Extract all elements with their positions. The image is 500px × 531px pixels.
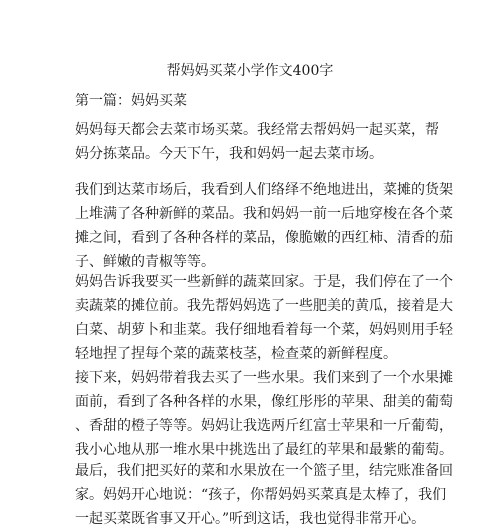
paragraph-line: 上堆满了各种新鲜的菜品。我和妈妈一前一后地穿梭在各个菜	[75, 206, 453, 222]
paragraph-line: 我们到达菜市场后，我看到人们络绎不绝地进出，菜摊的货架	[75, 182, 453, 198]
chapter-heading: 第一篇：妈妈买菜	[75, 93, 187, 109]
paragraph-2	[75, 178, 453, 274]
paragraph-line: 轻地捏了捏每个菜的蔬菜枝茎，检查菜的新鲜程度。	[75, 346, 397, 362]
paragraph-line: 摊之间，看到了各种各样的菜品，像脆嫩的西红柿、清香的茄	[75, 230, 453, 246]
paragraph-line: 卖蔬菜的摊位前。我先帮妈妈选了一些肥美的黄瓜，接着是大	[75, 298, 453, 314]
paragraph-1	[75, 118, 439, 166]
paragraph-line: 、香甜的橙子等等。妈妈让我选两斤红富士苹果和一斤葡萄，	[75, 418, 453, 434]
paragraph-4	[75, 366, 453, 462]
paragraph-3	[75, 270, 453, 366]
paragraph-line: 白菜、胡萝卜和韭菜。我仔细地看着每一个菜，妈妈则用手轻	[75, 322, 453, 338]
paragraph-line: 我小心地从那一堆水果中挑选出了最红的苹果和最紫的葡萄。	[75, 442, 453, 458]
document-title: 帮妈妈买菜小学作文400字	[166, 63, 334, 79]
paragraph-line: 子、鲜嫩的青椒等等。	[75, 254, 215, 270]
paragraph-line: 妈妈告诉我要买一些新鲜的蔬菜回家。于是，我们停在了一个	[75, 274, 453, 290]
paragraph-line: 接下来，妈妈带着我去买了一些水果。我们来到了一个水果摊	[75, 370, 453, 386]
paragraph-line: 一起买菜既省事又开心。”听到这话，我也觉得非常开心。	[75, 511, 426, 527]
paragraph-line: 家。妈妈开心地说：“孩子，你帮妈妈买菜真是太棒了，我们	[75, 487, 447, 503]
paragraph-line: 面前，看到了各种各样的水果，像红彤彤的苹果、甜美的葡萄	[75, 394, 453, 410]
paragraph-5	[75, 459, 453, 531]
paragraph-line: 最后，我们把买好的菜和水果放在一个篮子里，结完账准备回	[75, 463, 453, 479]
paragraph-line: 妈妈每天都会去菜市场买菜。我经常去帮妈妈一起买菜，帮	[75, 122, 439, 138]
paragraph-line: 妈分拣菜品。今天下午，我和妈妈一起去菜市场。	[75, 146, 383, 162]
